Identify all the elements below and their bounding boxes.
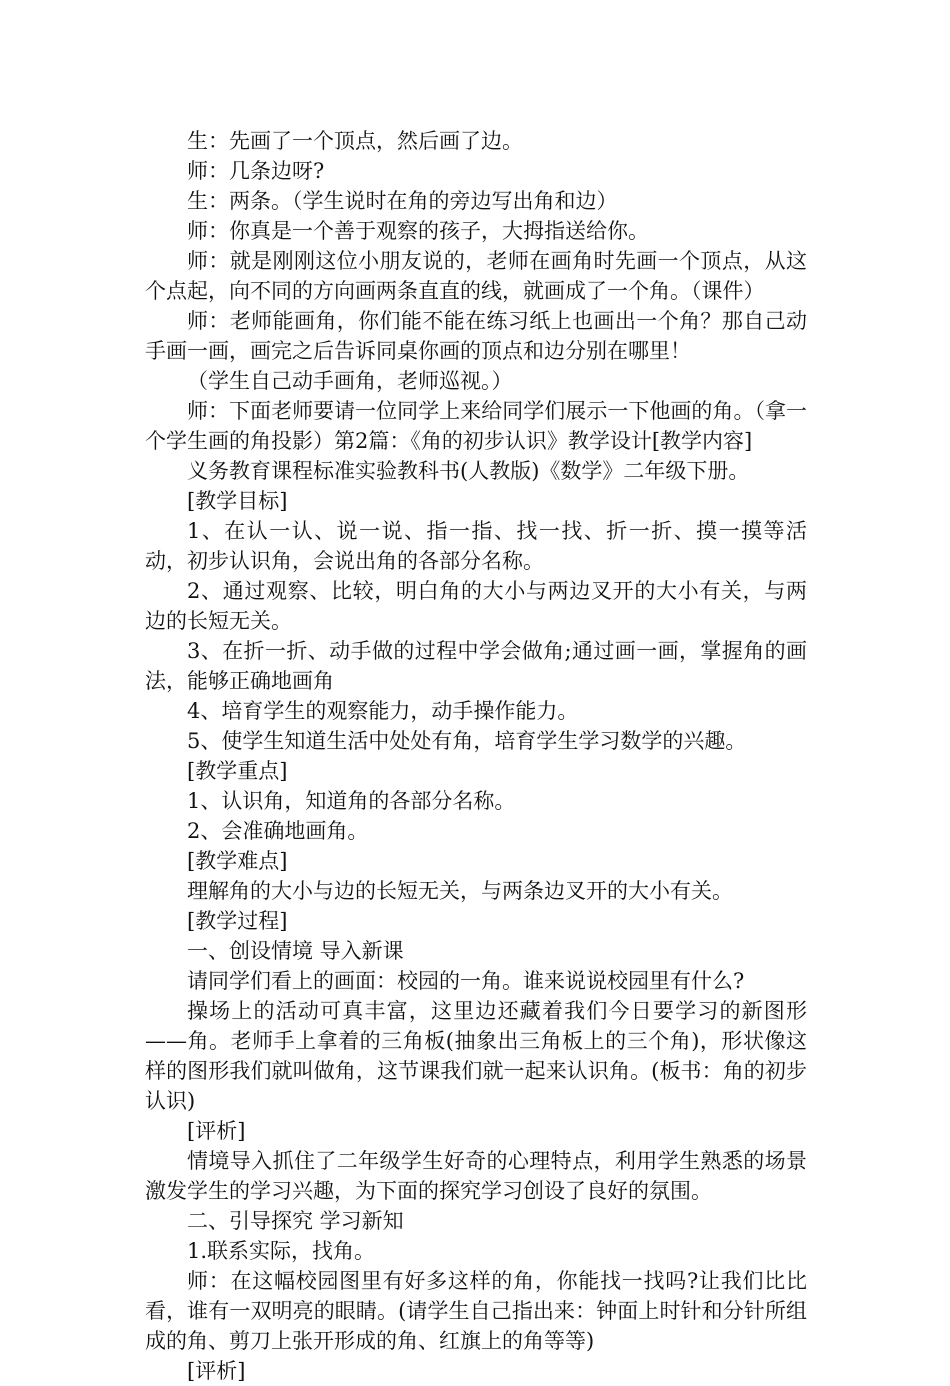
paragraph: 1.联系实际，找角。 [187, 1239, 376, 1263]
paragraph: 生：先画了一个顶点，然后画了边。 [187, 129, 523, 153]
document-body [145, 126, 807, 1386]
section-heading: [教学难点] [187, 849, 288, 873]
paragraph: 2、通过观察、比较，明白角的大小与两边叉开的大小有关，与两边的长短无关。 [145, 579, 807, 633]
paragraph: 师：几条边呀? [187, 159, 325, 183]
paragraph: 请同学们看上的画面：校园的一角。谁来说说校园里有什么? [187, 969, 745, 993]
paragraph: 师：就是刚刚这位小朋友说的，老师在画角时先画一个顶点，从这个点起，向不同的方向画两条直直的线，就画成了一个角。（课件） [145, 249, 807, 303]
section-heading: [教学过程] [187, 909, 288, 933]
section-heading: [教学目标] [187, 489, 288, 513]
paragraph: 理解角的大小与边的长短无关，与两条边叉开的大小有关。 [187, 879, 733, 903]
section-heading: [评析] [187, 1119, 246, 1143]
subsection-heading: 一、创设情境 导入新课 [187, 939, 404, 963]
paragraph: 情境导入抓住了二年级学生好奇的心理特点，利用学生熟悉的场景激发学生的学习兴趣，为下面的探究学习创设了良好的氛围。 [145, 1149, 807, 1203]
paragraph: 操场上的活动可真丰富，这里边还藏着我们今日要学习的新图形——角。老师手上拿着的三角板(抽象出三角板上的三个角)，形状像这样的图形我们就叫做角，这节课我们就一起来认识角。(板书：角的初步认识) [145, 999, 807, 1113]
section-heading: [评析] [187, 1359, 246, 1383]
paragraph: 师：下面老师要请一位同学上来给同学们展示一下他画的角。（拿一个学生画的角投影）第2篇：《角的初步认识》教学设计[教学内容] [145, 399, 807, 453]
paragraph: 1、在认一认、说一说、指一指、找一找、折一折、摸一摸等活动，初步认识角，会说出角的各部分名称。 [145, 519, 807, 573]
paragraph: 师：在这幅校园图里有好多这样的角，你能找一找吗?让我们比比看，谁有一双明亮的眼睛。(请学生自己指出来：钟面上时针和分针所组成的角、剪刀上张开形成的角、红旗上的角等等) [145, 1269, 807, 1353]
paragraph: （学生自己动手画角，老师巡视。） [187, 369, 513, 393]
paragraph: 3、在折一折、动手做的过程中学会做角;通过画一画，掌握角的画法，能够正确地画角 [145, 639, 807, 693]
section-heading: [教学重点] [187, 759, 288, 783]
paragraph: 2、会准确地画角。 [187, 819, 369, 843]
paragraph: 1、认识角，知道角的各部分名称。 [187, 789, 516, 813]
paragraph: 义务教育课程标准实验教科书(人教版)《数学》二年级下册。 [187, 459, 750, 483]
subsection-heading: 二、引导探究 学习新知 [187, 1209, 404, 1233]
paragraph: 5、使学生知道生活中处处有角，培育学生学习数学的兴趣。 [187, 729, 747, 753]
paragraph: 4、培育学生的观察能力，动手操作能力。 [187, 699, 579, 723]
paragraph: 师：你真是一个善于观察的孩子，大拇指送给你。 [187, 219, 649, 243]
paragraph: 师：老师能画角，你们能不能在练习纸上也画出一个角？那自己动手画一画，画完之后告诉同桌你画的顶点和边分别在哪里！ [145, 309, 807, 363]
paragraph: 生：两条。（学生说时在角的旁边写出角和边） [187, 189, 618, 213]
